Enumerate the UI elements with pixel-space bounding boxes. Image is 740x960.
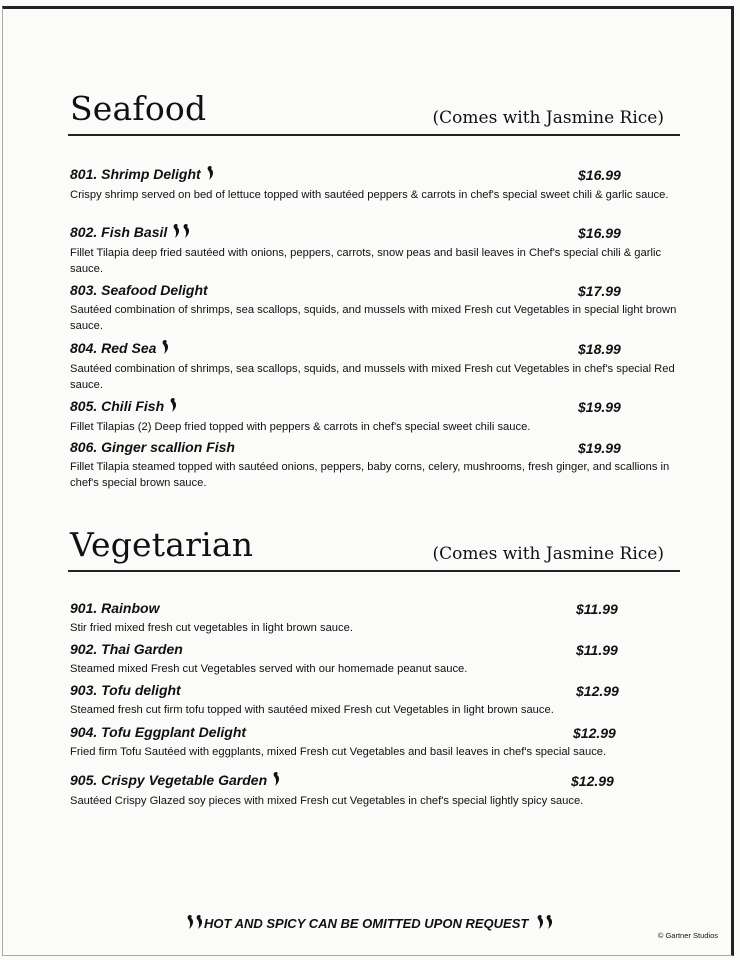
item-price: $19.99 — [578, 440, 621, 456]
menu-item — [70, 224, 680, 277]
item-price: $12.99 — [571, 773, 614, 789]
menu-item — [70, 282, 680, 334]
menu-item — [70, 600, 680, 636]
item-description: Stir fried mixed fresh cut vegetables in light brown sauce. — [70, 622, 353, 634]
chili-icon — [536, 915, 545, 932]
item-price: $12.99 — [576, 683, 619, 699]
item-description: Crispy shrimp served on bed of lettuce topped with sautéed peppers & carrots in chef's special sweet chili & garlic sauce. — [70, 189, 669, 201]
item-price: $16.99 — [578, 225, 621, 241]
item-price: $16.99 — [578, 167, 621, 183]
seafood-title: Seafood — [70, 89, 207, 128]
chili-icon — [161, 340, 170, 359]
item-name: 902. Thai Garden — [70, 641, 183, 657]
credit-text: © Gartner Studios — [657, 931, 718, 940]
item-name: 901. Rainbow — [70, 600, 160, 616]
menu-item — [70, 724, 680, 760]
seafood-note: (Comes with Jasmine Rice) — [432, 108, 664, 128]
item-description: Fillet Tilapia steamed topped with sautéed onions, peppers, baby corns, celery, mushrooms, fresh ginger, and scallions in chef's special brown sauce. — [70, 461, 670, 489]
chili-icon — [206, 166, 215, 185]
chili-icon — [195, 915, 204, 932]
menu-item — [70, 682, 680, 718]
spicy-footer — [186, 915, 554, 932]
item-description: Steamed fresh cut firm tofu topped with sautéed mixed Fresh cut Vegetables in light brown sauce. — [70, 704, 554, 716]
item-name: 805. Chili Fish — [70, 398, 165, 414]
spicy-note: HOT AND SPICY CAN BE OMITTED UPON REQUEST — [204, 916, 529, 931]
chili-icon — [545, 915, 554, 932]
menu-item — [70, 439, 680, 491]
item-name: 802. Fish Basil — [70, 224, 168, 240]
item-description: Steamed mixed Fresh cut Vegetables served with our homemade peanut sauce. — [70, 663, 468, 675]
seafood-header — [68, 90, 680, 136]
menu-item — [70, 340, 680, 393]
vegetarian-note: (Comes with Jasmine Rice) — [432, 544, 664, 564]
menu-item — [70, 166, 680, 203]
menu-item — [70, 772, 680, 809]
item-description: Sautéed combination of shrimps, sea scallops, squids, and mussels with mixed Fresh cut Vegetables in special light brown sauce. — [70, 304, 677, 332]
item-name: 801. Shrimp Delight — [70, 166, 201, 182]
item-price: $18.99 — [578, 341, 621, 357]
item-price: $19.99 — [578, 399, 621, 415]
item-price: $17.99 — [578, 283, 621, 299]
chili-icon — [272, 772, 281, 791]
chili-icon — [169, 398, 178, 417]
item-name: 903. Tofu delight — [70, 682, 181, 698]
item-price: $11.99 — [576, 601, 618, 617]
item-description: Fillet Tilapias (2) Deep fried topped with peppers & carrots in chef's special sweet chili sauce. — [70, 421, 531, 433]
item-name: 803. Seafood Delight — [70, 282, 208, 298]
menu-item — [70, 398, 680, 435]
chili-icon — [172, 224, 181, 243]
vegetarian-header — [68, 526, 680, 572]
menu-item — [70, 641, 680, 677]
item-name: 905. Crispy Vegetable Garden — [70, 772, 268, 788]
item-description: Fried firm Tofu Sautéed with eggplants, mixed Fresh cut Vegetables and basil leaves in chef's special sauce. — [70, 746, 607, 758]
item-description: Sautéed Crispy Glazed soy pieces with mixed Fresh cut Vegetables in chef's special lightly spicy sauce. — [70, 795, 584, 807]
item-name: 806. Ginger scallion Fish — [70, 439, 235, 455]
chili-icon — [186, 915, 195, 932]
item-price: $11.99 — [576, 642, 618, 658]
item-name: 804. Red Sea — [70, 340, 157, 356]
item-description: Fillet Tilapia deep fried sautéed with onions, peppers, carrots, snow peas and basil leaves in Chef's special chili & garlic sauce. — [70, 247, 662, 275]
vegetarian-title: Vegetarian — [70, 525, 254, 564]
item-name: 904. Tofu Eggplant Delight — [70, 724, 247, 740]
item-description: Sautéed combination of shrimps, sea scallops, squids, and mussels with mixed Fresh cut Vegetables in chef's special Red sauce. — [70, 363, 675, 391]
chili-icon — [182, 224, 191, 243]
item-price: $12.99 — [573, 725, 616, 741]
